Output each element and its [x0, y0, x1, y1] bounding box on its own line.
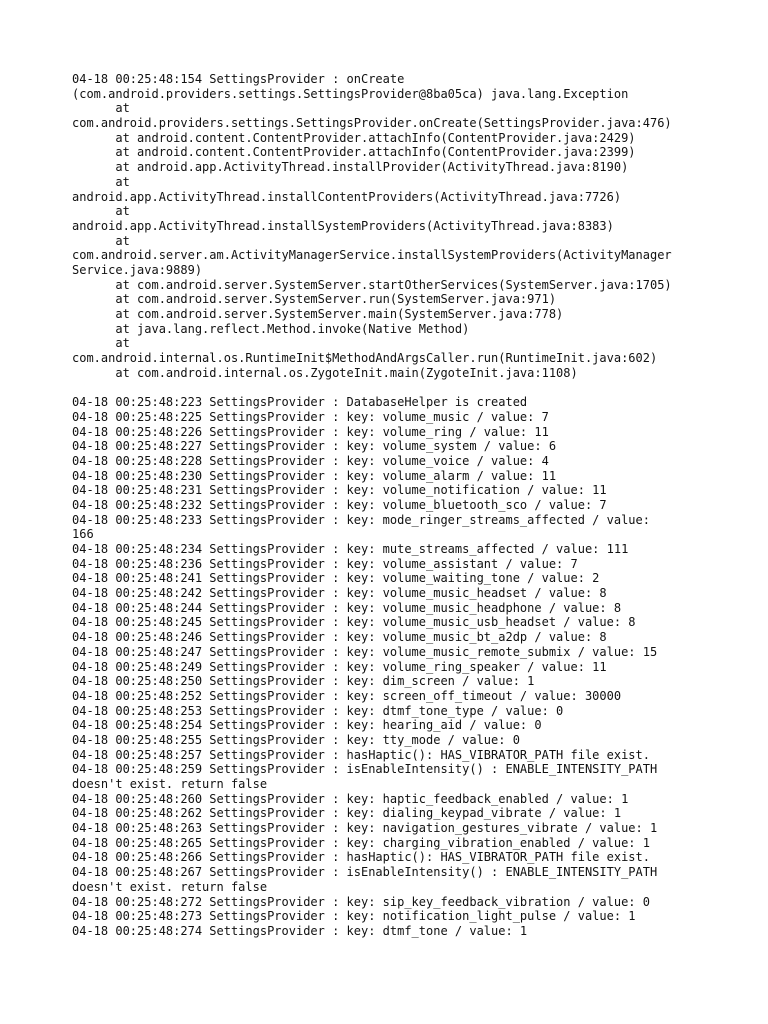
- log-line: com.android.server.am.ActivityManagerService.installSystemProviders(ActivityManager: [72, 248, 672, 263]
- log-line: 04-18 00:25:48:230 SettingsProvider : key: volume_alarm / value: 11: [72, 468, 557, 483]
- log-line: at com.android.internal.os.ZygoteInit.main(ZygoteInit.java:1108): [72, 365, 578, 380]
- log-line: android.app.ActivityThread.installContentProviders(ActivityThread.java:7726): [72, 189, 622, 204]
- log-line: doesn't exist. return false: [72, 879, 268, 894]
- log-line: 04-18 00:25:48:245 SettingsProvider : key: volume_music_usb_headset / value: 8: [72, 615, 636, 630]
- log-line: 04-18 00:25:48:225 SettingsProvider : key: volume_music / value: 7: [72, 409, 549, 424]
- log-line: 04-18 00:25:48:244 SettingsProvider : key: volume_music_headphone / value: 8: [72, 600, 622, 615]
- log-line: at com.android.server.SystemServer.main(SystemServer.java:778): [72, 307, 564, 321]
- log-line: at: [72, 336, 130, 351]
- log-line: doesn't exist. return false: [72, 777, 268, 791]
- log-line: com.android.internal.os.RuntimeInit$MethodAndArgsCaller.run(RuntimeInit.java:602): [72, 351, 658, 366]
- log-line: 04-18 00:25:48:255 SettingsProvider : key: tty_mode / value: 0: [72, 732, 520, 747]
- log-line: 04-18 00:25:48:266 SettingsProvider : hasHaptic(): HAS_VIBRATOR_PATH file exist.: [72, 850, 650, 865]
- log-line: 04-18 00:25:48:262 SettingsProvider : key: dialing_keypad_vibrate / value: 1: [72, 806, 622, 821]
- log-line: 04-18 00:25:48:246 SettingsProvider : key: volume_music_bt_a2dp / value: 8: [72, 630, 607, 645]
- log-line: 04-18 00:25:48:242 SettingsProvider : key: volume_music_headset / value: 8: [72, 586, 607, 601]
- log-line: (com.android.providers.settings.SettingsProvider@8ba05ca) java.lang.Exception: [72, 86, 629, 101]
- log-line: at: [72, 101, 130, 116]
- log-line: 04-18 00:25:48:273 SettingsProvider : key: notification_light_pulse / value: 1: [72, 909, 636, 924]
- log-line: 04-18 00:25:48:241 SettingsProvider : key: volume_waiting_tone / value: 2: [72, 571, 600, 586]
- log-line: 04-18 00:25:48:259 SettingsProvider : isEnableIntensity() : ENABLE_INTENSITY_PATH: [72, 762, 658, 777]
- log-line: Service.java:9889): [72, 262, 203, 277]
- log-line: 04-18 00:25:48:249 SettingsProvider : key: volume_ring_speaker / value: 11: [72, 659, 607, 674]
- log-line: at com.android.server.SystemServer.startOtherServices(SystemServer.java:1705): [72, 277, 672, 292]
- log-line: 04-18 00:25:48:226 SettingsProvider : key: volume_ring / value: 11: [72, 424, 549, 439]
- log-line: at: [72, 174, 130, 189]
- log-line: 04-18 00:25:48:250 SettingsProvider : key: dim_screen / value: 1: [72, 674, 535, 689]
- log-line: 04-18 00:25:48:247 SettingsProvider : key: volume_music_remote_submix / value: 15: [72, 644, 658, 659]
- log-line: 04-18 00:25:48:227 SettingsProvider : key: volume_system / value: 6: [72, 439, 557, 454]
- log-line: 04-18 00:25:48:232 SettingsProvider : key: volume_bluetooth_sco / value: 7: [72, 497, 607, 512]
- log-line: at: [72, 204, 130, 219]
- log-line: [72, 380, 712, 395]
- log-line: 04-18 00:25:48:253 SettingsProvider : key: dtmf_tone_type / value: 0: [72, 703, 564, 718]
- log-line: at android.content.ContentProvider.attachInfo(ContentProvider.java:2399): [72, 145, 636, 160]
- log-line: 166: [72, 527, 94, 542]
- log-line: at: [72, 233, 130, 248]
- log-line: 04-18 00:25:48:265 SettingsProvider : key: charging_vibration_enabled / value: 1: [72, 835, 650, 850]
- log-line: 04-18 00:25:48:257 SettingsProvider : hasHaptic(): HAS_VIBRATOR_PATH file exist.: [72, 747, 650, 762]
- log-line: 04-18 00:25:48:223 SettingsProvider : DatabaseHelper is created: [72, 395, 528, 410]
- log-line: 04-18 00:25:48:228 SettingsProvider : key: volume_voice / value: 4: [72, 453, 549, 468]
- log-line: 04-18 00:25:48:254 SettingsProvider : key: hearing_aid / value: 0: [72, 718, 542, 733]
- log-line: 04-18 00:25:48:231 SettingsProvider : key: volume_notification / value: 11: [72, 483, 607, 498]
- log-line: 04-18 00:25:48:260 SettingsProvider : key: haptic_feedback_enabled / value: 1: [72, 791, 629, 806]
- log-line: 04-18 00:25:48:236 SettingsProvider : key: volume_assistant / value: 7: [72, 556, 578, 571]
- log-line: at java.lang.reflect.Method.invoke(Native Method): [72, 321, 470, 336]
- log-line: 04-18 00:25:48:234 SettingsProvider : key: mute_streams_affected / value: 111: [72, 542, 629, 556]
- log-line: 04-18 00:25:48:263 SettingsProvider : key: navigation_gestures_vibrate / value: 1: [72, 821, 658, 836]
- log-line: at com.android.server.SystemServer.run(SystemServer.java:971): [72, 292, 557, 307]
- log-text-block: [72, 72, 712, 939]
- log-line: com.android.providers.settings.SettingsProvider.onCreate(SettingsProvider.java:476): [72, 116, 672, 131]
- log-line: 04-18 00:25:48:274 SettingsProvider : key: dtmf_tone / value: 1: [72, 923, 528, 938]
- log-line: 04-18 00:25:48:154 SettingsProvider : onCreate: [72, 72, 405, 86]
- log-line: 04-18 00:25:48:252 SettingsProvider : key: screen_off_timeout / value: 30000: [72, 688, 622, 703]
- log-line: 04-18 00:25:48:272 SettingsProvider : key: sip_key_feedback_vibration / value: 0: [72, 894, 650, 909]
- log-line: 04-18 00:25:48:267 SettingsProvider : isEnableIntensity() : ENABLE_INTENSITY_PATH: [72, 865, 658, 880]
- log-line: android.app.ActivityThread.installSystemProviders(ActivityThread.java:8383): [72, 218, 614, 233]
- log-line: 04-18 00:25:48:233 SettingsProvider : key: mode_ringer_streams_affected / value:: [72, 512, 650, 527]
- log-line: at android.content.ContentProvider.attachInfo(ContentProvider.java:2429): [72, 130, 636, 145]
- log-line: at android.app.ActivityThread.installProvider(ActivityThread.java:8190): [72, 160, 629, 175]
